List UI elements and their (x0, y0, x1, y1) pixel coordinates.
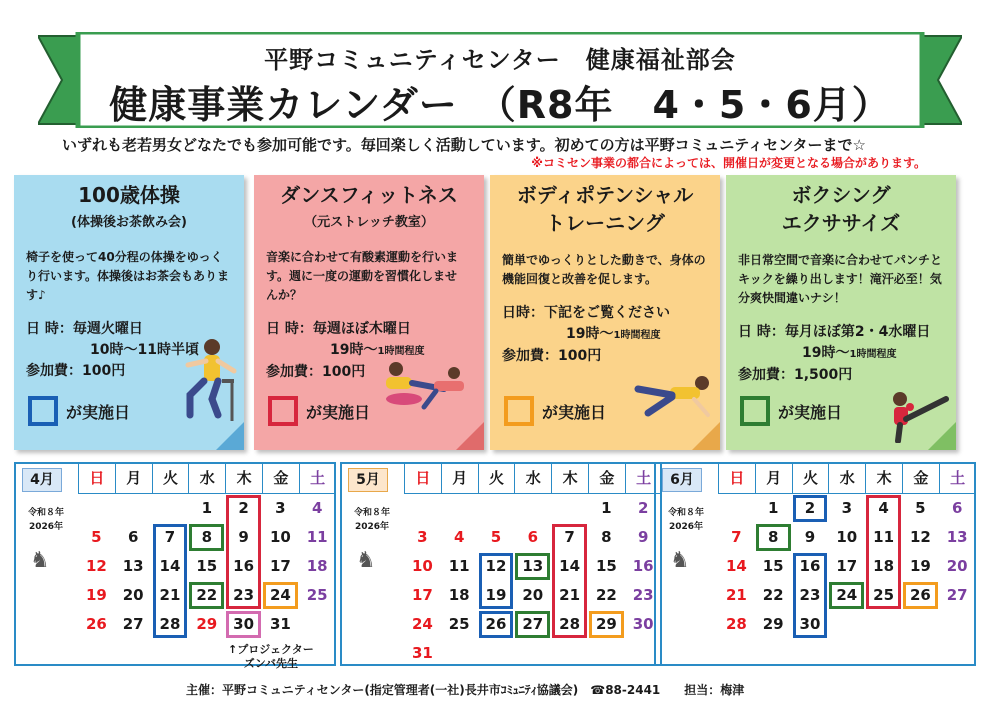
weekday-label: 金 (902, 464, 939, 493)
weekday-label: 木 (225, 464, 262, 493)
calendar-day: 5 (91, 528, 102, 546)
calendar-day: 6 (127, 528, 139, 546)
calendar-day: 14 (159, 557, 181, 575)
card-time: 10時～11時半頃 (90, 342, 199, 358)
card-corner-fold (692, 422, 720, 450)
card-fee: 参加費：100円 (502, 348, 602, 364)
reiwa-year: 令和８年 (27, 508, 64, 518)
card-fee: 参加費：100円 (26, 363, 126, 379)
calendar-week (404, 581, 662, 610)
calendar-day: 27 (946, 586, 968, 604)
calendar-day: 6 (951, 499, 963, 517)
intro-text: いずれも老若男女どなたでも参加可能です。毎回楽しく活動しています。初めての方は平野コミュニティセンターまで☆ (62, 136, 866, 154)
card-corner-fold (216, 422, 244, 450)
calendar-week (718, 552, 976, 581)
card-title: 100歳体操 (78, 183, 180, 207)
calendar-day: 24 (269, 586, 291, 604)
card-date: 日 時：毎月ほぼ第2・4水曜日 (738, 324, 931, 340)
banner-organizer: 平野コミュニティセンター 健康福祉部会 (264, 46, 736, 74)
card-exercise-100 (14, 175, 244, 450)
card-description: 椅子を使って40分程の体操をゆっくり行います。体操後はお茶会もありま す♪ (26, 250, 230, 302)
reiwa-year: 令和８年 (667, 508, 704, 518)
legend-label: が実施日 (306, 402, 371, 422)
calendar-day: 11 (448, 557, 470, 575)
calendar-day (441, 639, 478, 668)
card-legend (28, 396, 130, 426)
card-time: 19時～ (566, 326, 614, 342)
calendar-day: 3 (841, 499, 852, 517)
weekday-label: 日 (404, 464, 441, 493)
calendar-day: 8 (767, 528, 779, 546)
calendar-day: 26 (909, 586, 931, 604)
calendar-day: 9 (238, 528, 249, 546)
calendar-grid (718, 464, 976, 639)
calendar-day: 30 (799, 615, 821, 633)
card-date: 日時：下記をご覧ください (502, 305, 670, 321)
calendar-april (14, 462, 336, 666)
western-year: 2026年 (354, 522, 390, 532)
card-info (502, 303, 708, 367)
card-date: 日 時：毎週火曜日 (26, 321, 143, 337)
calendar-day: 25 (873, 586, 895, 604)
era-year (344, 506, 400, 534)
calendar-day: 25 (306, 586, 328, 604)
legend-box-green (740, 396, 770, 426)
card-fee: 参加費：100円 (266, 364, 366, 380)
weekday-label: 水 (514, 464, 551, 493)
calendar-day: 1 (601, 499, 612, 517)
horse-icon: ♞ (670, 548, 690, 573)
calendar-day: 25 (448, 615, 470, 633)
calendar-day: 1 (767, 499, 779, 517)
calendar-side (16, 464, 76, 664)
calendar-day: 28 (725, 615, 747, 633)
calendar-day: 4 (453, 528, 465, 546)
calendar-day: 4 (311, 499, 323, 517)
weekday-label: 水 (188, 464, 225, 493)
legend-box-red (268, 396, 298, 426)
calendar-day: 5 (490, 528, 502, 546)
weekday-header (404, 464, 662, 494)
legend-box-orange (504, 396, 534, 426)
calendar-day (299, 610, 336, 639)
month-label: 4月 (22, 468, 62, 492)
calendar-day: 20 (122, 586, 144, 604)
card-body-potential (490, 175, 720, 450)
calendar-day: 17 (411, 586, 433, 604)
calendar-day: 15 (196, 557, 218, 575)
calendar-june (654, 462, 976, 666)
calendar-day: 31 (411, 644, 433, 662)
card-boxing (726, 175, 956, 450)
calendar-day: 13 (522, 557, 544, 575)
calendar-day: 29 (595, 615, 617, 633)
card-time-note: 1時間程度 (613, 330, 661, 341)
weekday-label: 金 (588, 464, 625, 493)
calendar-day: 2 (804, 499, 816, 517)
calendar-day: 10 (269, 528, 291, 546)
card-legend (268, 396, 370, 426)
calendar-day: 16 (799, 557, 821, 575)
calendar-day: 10 (411, 557, 433, 575)
calendar-day: 21 (559, 586, 581, 604)
calendar-day: 19 (909, 557, 931, 575)
calendar-day: 4 (878, 499, 889, 517)
calendar-day: 3 (417, 528, 428, 546)
calendar-grid (78, 464, 336, 639)
calendar-day: 27 (522, 615, 544, 633)
calendar-day: 3 (275, 499, 286, 517)
calendar-day: 15 (595, 557, 617, 575)
card-legend (504, 396, 606, 426)
card-title-2: エクササイズ (781, 211, 901, 235)
weekday-header (718, 464, 976, 494)
legend-label: が実施日 (542, 402, 607, 422)
card-time-row (738, 343, 944, 365)
calendar-day (441, 494, 478, 523)
calendar-day: 1 (201, 499, 212, 517)
legend-box-blue (28, 396, 58, 426)
calendar-day (514, 639, 551, 668)
calendar-day: 11 (873, 528, 895, 546)
april-30-note (228, 643, 314, 671)
calendar-day: 27 (122, 615, 144, 633)
calendar-day: 17 (836, 557, 858, 575)
card-title: ボクシング (791, 183, 891, 207)
card-description: 非日常空間で音楽に合わせてパンチとキックを繰り出します！滝汗必至！気分爽快間違いナシ！ (738, 253, 943, 305)
card-corner-fold (928, 422, 956, 450)
weekday-label: 日 (718, 464, 755, 493)
card-info (738, 322, 944, 386)
calendar-day: 19 (85, 586, 107, 604)
calendar-day: 13 (946, 528, 968, 546)
calendar-day (718, 494, 755, 523)
weekday-label: 月 (115, 464, 152, 493)
weekday-label: 月 (755, 464, 792, 493)
card-title: ボディポテンシャル (516, 183, 694, 207)
calendar-day: 22 (762, 586, 784, 604)
card-title: ダンスフィットネス (280, 183, 458, 207)
legend-label: が実施日 (778, 402, 843, 422)
calendar-day: 31 (269, 615, 291, 633)
calendar-day (828, 610, 865, 639)
era-year (658, 506, 714, 534)
western-year: 2026年 (668, 522, 704, 532)
calendar-day: 16 (233, 557, 255, 575)
calendar-day: 2 (637, 499, 649, 517)
calendar-day: 12 (909, 528, 931, 546)
weekday-label: 火 (478, 464, 515, 493)
calendar-day: 15 (762, 557, 784, 575)
calendar-day (78, 494, 115, 523)
calendar-day: 26 (85, 615, 107, 633)
calendar-week (78, 610, 336, 639)
calendar-day: 8 (601, 528, 612, 546)
card-subtitle: （元ストレッチ教室） (304, 215, 434, 230)
calendar-day (478, 639, 515, 668)
weekday-label: 木 (865, 464, 902, 493)
calendar-day: 11 (306, 528, 328, 546)
schedule-notice: ※コミセン事業の都合によっては、開催日が変更となる場合があります。 (531, 156, 926, 170)
weekday-label: 土 (939, 464, 976, 493)
calendar-day: 14 (559, 557, 581, 575)
calendar-day: 2 (238, 499, 249, 517)
calendar-day: 18 (873, 557, 895, 575)
calendar-day: 30 (233, 615, 255, 633)
calendar-day: 22 (595, 586, 617, 604)
calendar-day: 24 (836, 586, 858, 604)
calendar-day: 7 (164, 528, 176, 546)
card-description: 簡単でゆっくりとした動きで、身体の機能回復と改善を促します。 (502, 253, 706, 286)
card-time: 19時～ (330, 342, 378, 358)
calendar-day (478, 494, 515, 523)
calendar-week (78, 552, 336, 581)
calendar-week (78, 581, 336, 610)
card-title-2: トレーニング (545, 211, 665, 235)
stretching-figures-icon (374, 355, 474, 415)
weekday-label: 金 (262, 464, 299, 493)
calendar-side (342, 464, 402, 664)
calendar-day (152, 494, 189, 523)
page-title: 健康事業カレンダー （R8年 4・5・6月） (109, 83, 891, 127)
calendar-day: 28 (159, 615, 181, 633)
weekday-label: 火 (792, 464, 829, 493)
title-banner (38, 32, 962, 128)
calendar-day (404, 494, 441, 523)
calendar-week (78, 523, 336, 552)
card-time-note: 1時間程度 (377, 346, 425, 357)
calendar-day: 12 (485, 557, 507, 575)
western-year: 2026年 (28, 522, 64, 532)
reiwa-year: 令和８年 (353, 508, 390, 518)
weekday-label: 火 (152, 464, 189, 493)
note-line-2: ズンバ先生 (243, 657, 298, 670)
calendar-day: 12 (85, 557, 107, 575)
horse-icon: ♞ (356, 548, 376, 573)
card-description: 音楽に合わせて有酸素運動を行いま す。週に一度の運動を習慣化しませ んか？ (266, 250, 459, 302)
calendar-day: 23 (632, 586, 654, 604)
calendar-day: 14 (725, 557, 747, 575)
month-label: 5月 (348, 468, 388, 492)
calendar-day: 13 (122, 557, 144, 575)
calendar-day (588, 639, 625, 668)
calendar-day (551, 639, 588, 668)
calendar-week (404, 639, 662, 668)
card-corner-fold (456, 422, 484, 450)
calendar-week (718, 494, 976, 523)
calendar-week (718, 581, 976, 610)
footer-organizer: 主催：平野コミュニティセンター(指定管理者(一社)長井市ｺﾐｭﾆﾃｨ協議会) ☎88-2441 担当：梅津 (186, 683, 745, 697)
card-dance-fitness (254, 175, 484, 450)
calendar-week (404, 552, 662, 581)
calendar-week (404, 494, 662, 523)
calendar-day: 7 (564, 528, 575, 546)
calendar-day: 23 (233, 586, 255, 604)
card-legend (740, 396, 842, 426)
calendar-day: 20 (946, 557, 968, 575)
calendar-day (115, 494, 152, 523)
card-time: 19時～ (802, 345, 850, 361)
legend-label: が実施日 (66, 402, 131, 422)
weekday-label: 木 (551, 464, 588, 493)
calendar-day: 8 (201, 528, 212, 546)
weekday-label: 土 (299, 464, 336, 493)
calendar-day: 7 (731, 528, 742, 546)
era-year (18, 506, 74, 534)
weekday-label: 水 (828, 464, 865, 493)
card-date: 日 時：毎週ほぼ木曜日 (266, 321, 411, 337)
calendar-week (718, 523, 976, 552)
calendar-day: 21 (159, 586, 181, 604)
calendar-day: 18 (448, 586, 470, 604)
calendar-week (718, 610, 976, 639)
card-time-note: 1時間程度 (849, 349, 897, 360)
calendar-day: 5 (915, 499, 926, 517)
calendar-day: 29 (196, 615, 218, 633)
calendar-day: 21 (725, 586, 747, 604)
calendar-side (656, 464, 716, 664)
calendar-day (939, 610, 976, 639)
calendar-week (404, 610, 662, 639)
lying-stretch-figure-icon (624, 365, 716, 421)
calendar-grid (404, 464, 662, 668)
calendar-day (902, 610, 939, 639)
calendar-day: 20 (522, 586, 544, 604)
note-line-1: ↑プロジェクター (228, 643, 314, 656)
calendar-day: 29 (762, 615, 784, 633)
calendar-week (404, 523, 662, 552)
card-time-row (502, 324, 708, 346)
horse-icon: ♞ (30, 548, 50, 573)
card-subtitle: (体操後お茶飲み会) (71, 215, 187, 230)
calendar-day: 24 (411, 615, 433, 633)
calendar-day: 17 (269, 557, 291, 575)
weekday-label: 日 (78, 464, 115, 493)
calendar-day: 6 (527, 528, 538, 546)
weekday-header (78, 464, 336, 494)
calendar-day (514, 494, 551, 523)
calendar-day: 9 (637, 528, 649, 546)
calendar-day: 19 (485, 586, 507, 604)
calendar-day: 30 (632, 615, 654, 633)
weekday-label: 土 (625, 464, 662, 493)
weekday-label: 月 (441, 464, 478, 493)
calendar-day (551, 494, 588, 523)
calendar-day: 10 (836, 528, 858, 546)
calendar-day (865, 610, 902, 639)
calendar-week (78, 494, 336, 523)
calendar-day: 26 (485, 615, 507, 633)
calendar-day: 23 (799, 586, 821, 604)
calendar-day: 9 (804, 528, 816, 546)
chair-exercise-figure-icon (172, 335, 244, 425)
card-fee: 参加費：1,500円 (738, 367, 853, 383)
month-label: 6月 (662, 468, 702, 492)
calendar-day: 28 (559, 615, 581, 633)
calendar-day: 22 (196, 586, 218, 604)
calendar-day: 18 (306, 557, 328, 575)
calendar-day: 16 (632, 557, 654, 575)
calendar-may (340, 462, 662, 666)
